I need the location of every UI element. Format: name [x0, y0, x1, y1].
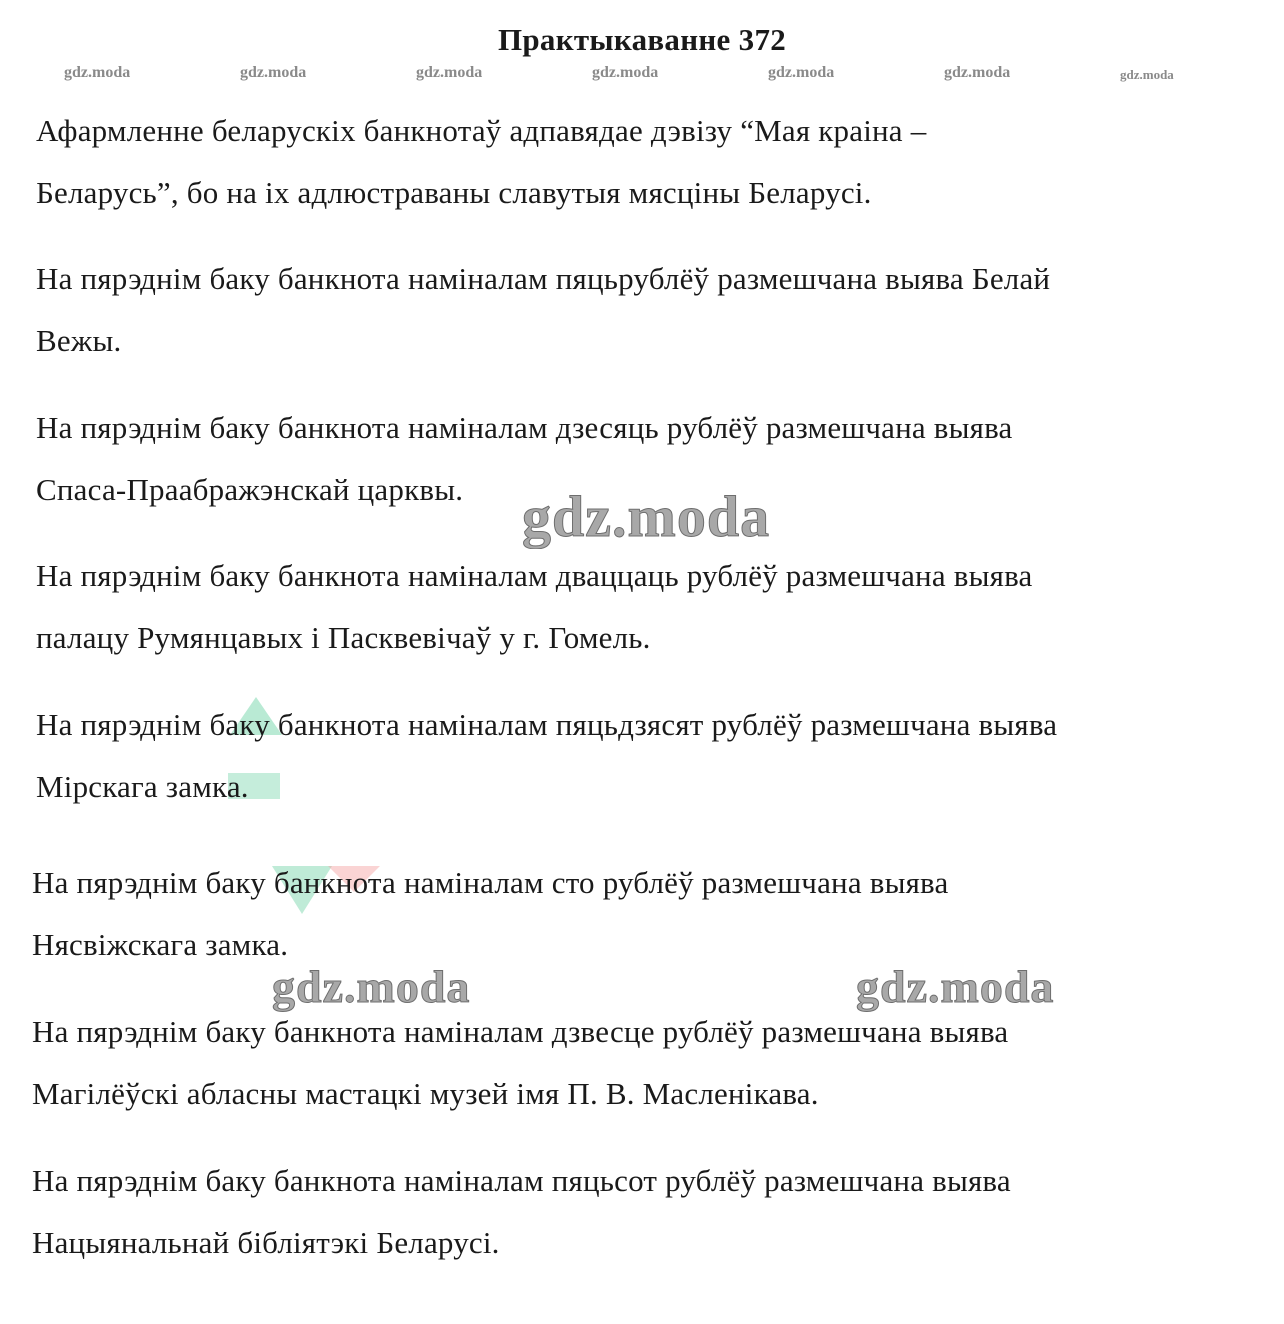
text-line: На пярэднім баку банкнота наміналам пяцьдзясят рублёў размешчана выява: [36, 707, 1058, 742]
text-line: На пярэднім баку банкнота наміналам дваццаць рублёў размешчана выява: [36, 558, 1033, 593]
watermark-large: gdz.moda: [272, 961, 471, 1012]
text-line: Беларусь”, бо на іх адлюстраваны славутыя мясціны Беларусі.: [36, 175, 872, 210]
text-line: Нясвіжскага замка.: [32, 927, 289, 962]
text-line: На пярэднім баку банкнота наміналам пяцьсот рублёў размешчана выява: [32, 1163, 1011, 1198]
watermark-small: gdz.moda: [240, 64, 307, 81]
text-line: Мірскага замка.: [36, 769, 249, 804]
text-line: Спаса-Праабражэнскай царквы.: [36, 472, 464, 507]
watermark-large: gdz.moda: [522, 484, 771, 549]
paragraph-50-rubles: [36, 694, 1256, 818]
watermark-small: gdz.moda: [592, 64, 659, 81]
text-line: палацу Румянцавых і Пасквевічаў у г. Гомель.: [36, 620, 651, 655]
text-line: На пярэднім баку банкнота наміналам дзесяць рублёў размешчана выява: [36, 410, 1013, 445]
paragraph-100-rubles: [32, 852, 1252, 976]
page-title: Практыкаванне 372: [497, 22, 787, 57]
text-line: На пярэднім баку банкнота наміналам пяцьрублёў размешчана выява Белай: [36, 261, 1051, 296]
text-line: Нацыянальнай бібліятэкі Беларусі.: [32, 1225, 500, 1260]
text-line: Афармленне беларускіх банкнотаў адпавядае дэвізу “Мая краіна –: [36, 113, 927, 148]
watermark-small: gdz.moda: [416, 64, 483, 81]
paragraph-500-rubles: [32, 1150, 1252, 1274]
text-line: На пярэднім баку банкнота наміналам сто рублёў размешчана выява: [32, 865, 949, 900]
watermark-large: gdz.moda: [856, 961, 1055, 1012]
text-line: На пярэднім баку банкнота наміналам дзвесце рублёў размешчана выява: [32, 1014, 1009, 1049]
watermark-small: gdz.moda: [768, 64, 835, 81]
paragraph-5-rubles: [36, 248, 1256, 372]
text-line: Вежы.: [36, 323, 122, 358]
paragraph-20-rubles: [36, 545, 1256, 669]
watermark-small: gdz.moda: [64, 64, 131, 81]
paragraph-200-rubles: [32, 1001, 1252, 1125]
text-line: Магілёўскі абласны мастацкі музей імя П. В. Масленікава.: [32, 1076, 819, 1111]
watermark-small: gdz.moda: [944, 64, 1011, 81]
watermark-small: gdz.moda: [1120, 67, 1174, 82]
paragraph-intro: [36, 100, 1256, 224]
